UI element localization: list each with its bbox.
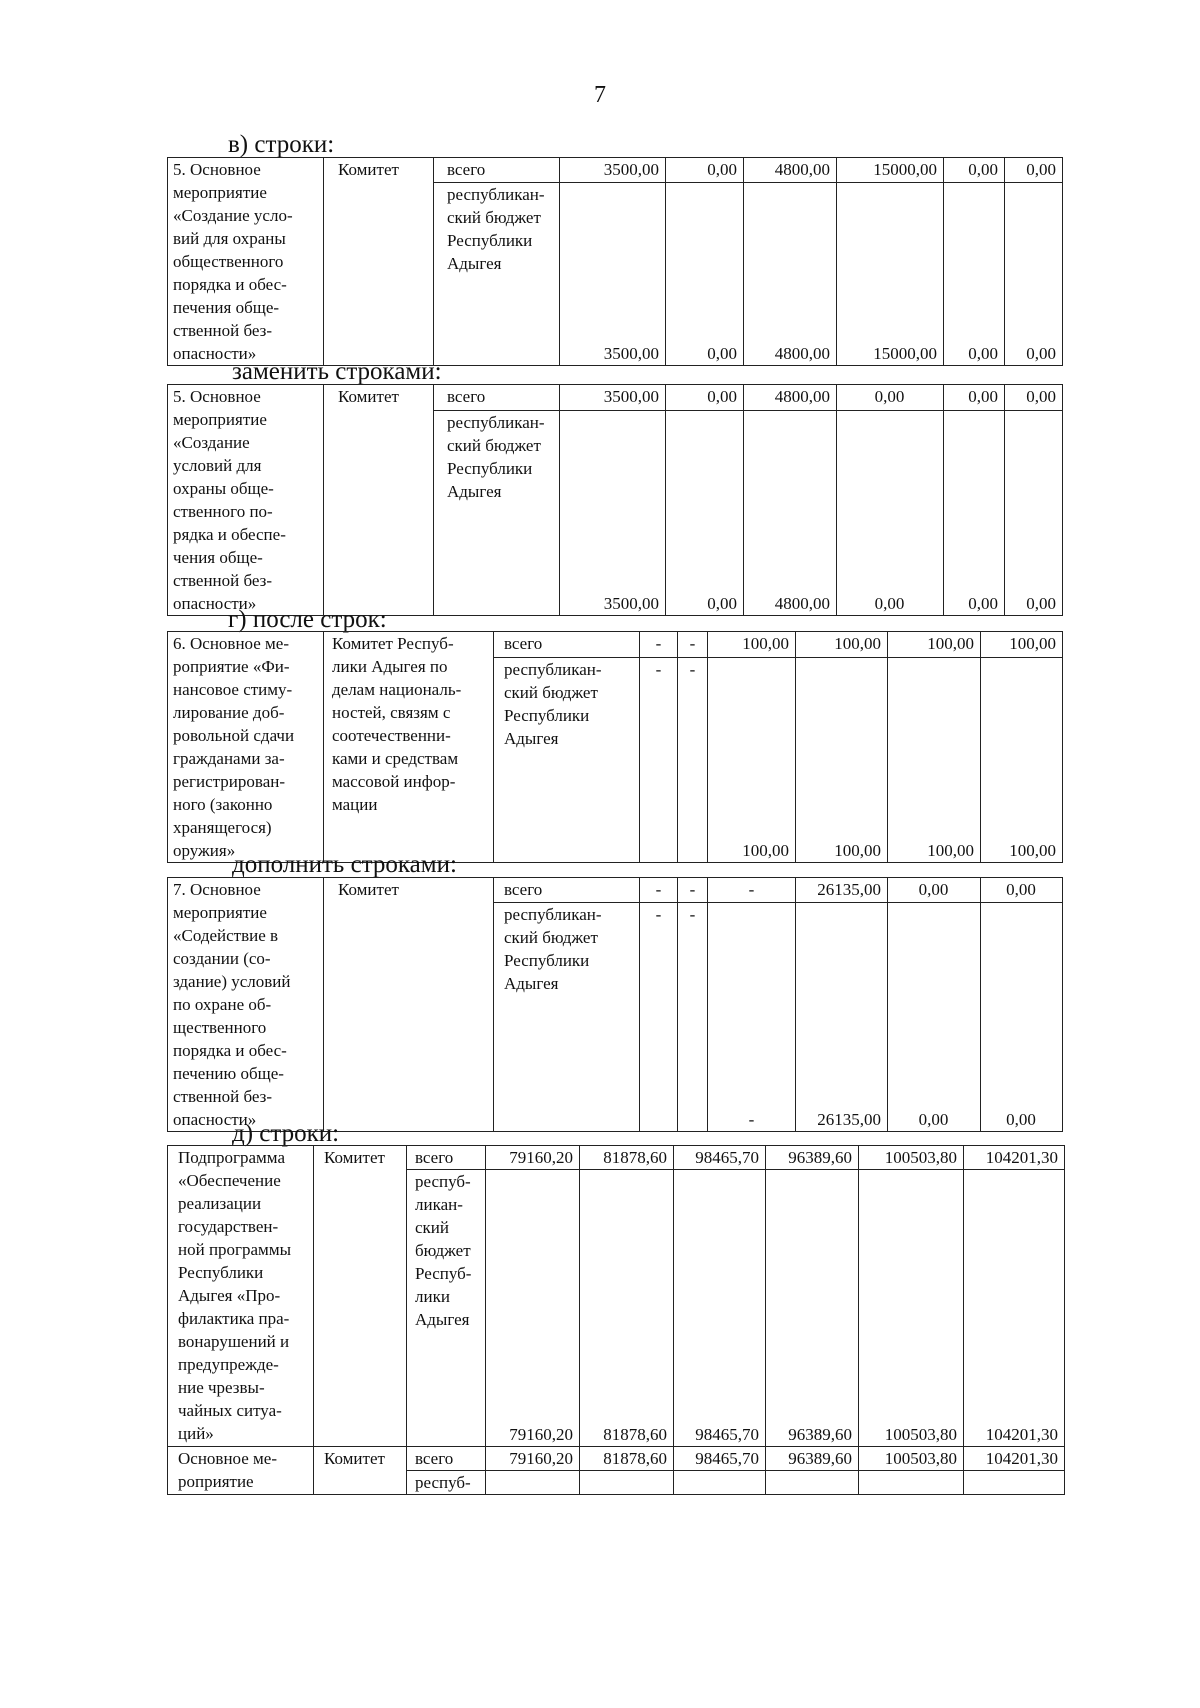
value-cell: 98465,70 <box>674 1170 766 1447</box>
section-heading-replace: заменить строками: <box>232 358 442 385</box>
value-cell: 0,00 <box>666 385 744 411</box>
value-cell: - <box>678 632 708 658</box>
value-cell: 4800,00 <box>744 410 837 615</box>
value-cell: 0,00 <box>981 878 1063 903</box>
executor-cell: Комитет <box>324 158 434 366</box>
source-budget-cell: респуб- <box>407 1471 486 1495</box>
value-cell: - <box>678 903 708 1132</box>
section-heading-v: в) строки: <box>228 131 335 158</box>
value-cell: 26135,00 <box>796 878 888 903</box>
executor-cell: Комитет Респуб- лики Адыгея по делам националь- ностей, связям с соотечественни- ками и средствам массовой инфор- мации <box>324 632 494 863</box>
value-cell: 3500,00 <box>560 385 666 411</box>
value-cell: - <box>708 878 796 903</box>
source-budget-cell: респуб- ликан- ский бюджет Респуб- лики Адыгея <box>407 1170 486 1447</box>
source-total-cell: всего <box>407 1447 486 1471</box>
value-cell: - <box>708 903 796 1132</box>
value-cell: 4800,00 <box>744 183 837 366</box>
value-cell: 0,00 <box>944 410 1005 615</box>
value-cell: 100,00 <box>981 657 1063 862</box>
value-cell: 0,00 <box>944 385 1005 411</box>
value-cell: 79160,20 <box>486 1146 580 1170</box>
value-cell: 104201,30 <box>964 1170 1065 1447</box>
source-total-cell: всего <box>494 878 640 903</box>
value-cell: 81878,60 <box>580 1146 674 1170</box>
value-cell: 100503,80 <box>859 1170 964 1447</box>
value-cell: - <box>640 657 678 862</box>
table-g <box>167 631 1063 863</box>
source-budget-cell: республикан- ский бюджет Республики Адыгея <box>494 657 640 862</box>
value-cell: 100,00 <box>796 632 888 658</box>
value-cell: 26135,00 <box>796 903 888 1132</box>
executor-cell: Комитет <box>324 878 494 1132</box>
value-cell: - <box>640 878 678 903</box>
value-cell: 100,00 <box>796 657 888 862</box>
value-cell: 81878,60 <box>580 1170 674 1447</box>
value-cell <box>766 1471 859 1495</box>
value-cell: 98465,70 <box>674 1146 766 1170</box>
value-cell <box>486 1471 580 1495</box>
value-cell: 0,00 <box>888 878 981 903</box>
source-total-cell: всего <box>434 158 560 183</box>
table-add <box>167 877 1063 1132</box>
value-cell: 100,00 <box>888 632 981 658</box>
source-budget-cell: республикан- ский бюджет Республики Адыгея <box>434 183 560 366</box>
value-cell: 0,00 <box>666 410 744 615</box>
executor-cell: Комитет <box>314 1447 407 1495</box>
value-cell <box>674 1471 766 1495</box>
section-heading-add: дополнить строками: <box>232 851 457 878</box>
value-cell: 0,00 <box>944 183 1005 366</box>
value-cell: 0,00 <box>1005 410 1063 615</box>
value-cell: 0,00 <box>837 385 944 411</box>
source-total-cell: всего <box>407 1146 486 1170</box>
subprogram-name-cell: Подпрограмма «Обеспечение реализации государствен- ной программы Республики Адыгея «Про- филактика пра- вонарушений и предупрежде- ние чрезвы- чайных ситуа- ций» <box>168 1146 314 1447</box>
value-cell: 0,00 <box>837 410 944 615</box>
source-budget-cell: республикан- ский бюджет Республики Адыгея <box>494 903 640 1132</box>
value-cell: - <box>640 903 678 1132</box>
value-cell: 0,00 <box>1005 385 1063 411</box>
page-number: 7 <box>594 82 606 108</box>
value-cell: 0,00 <box>1005 183 1063 366</box>
value-cell: 96389,60 <box>766 1447 859 1471</box>
source-total-cell: всего <box>494 632 640 658</box>
value-cell: 3500,00 <box>560 410 666 615</box>
value-cell: 104201,30 <box>964 1447 1065 1471</box>
measure-name-cell: Основное ме- роприятие <box>168 1447 314 1495</box>
value-cell <box>859 1471 964 1495</box>
value-cell: 3500,00 <box>560 158 666 183</box>
value-cell: 96389,60 <box>766 1170 859 1447</box>
value-cell <box>580 1471 674 1495</box>
source-budget-cell: республикан- ский бюджет Республики Адыгея <box>434 410 560 615</box>
value-cell: 0,00 <box>666 183 744 366</box>
measure-name-cell: 7. Основное мероприятие «Содействие в создании (со- здание) условий по охране об- щественного порядка и обес- печению обще- ственной без- опасности» <box>168 878 324 1132</box>
executor-cell: Комитет <box>314 1146 407 1447</box>
executor-cell: Комитет <box>324 385 434 616</box>
measure-name-cell: 6. Основное ме- роприятие «Фи- нансовое стиму- лирование доб- ровольной сдачи гражданами за- регистрирован- ного (законно хранящегося) оружия» <box>168 632 324 863</box>
value-cell <box>964 1471 1065 1495</box>
value-cell: - <box>640 632 678 658</box>
table-v <box>167 157 1063 366</box>
value-cell: 15000,00 <box>837 183 944 366</box>
table-d <box>167 1145 1065 1495</box>
source-total-cell: всего <box>434 385 560 411</box>
value-cell: 4800,00 <box>744 385 837 411</box>
table-replace <box>167 384 1063 616</box>
value-cell: 100,00 <box>708 657 796 862</box>
value-cell: 100,00 <box>708 632 796 658</box>
value-cell: 100503,80 <box>859 1146 964 1170</box>
value-cell: 79160,20 <box>486 1447 580 1471</box>
value-cell: 100,00 <box>981 632 1063 658</box>
value-cell: 96389,60 <box>766 1146 859 1170</box>
value-cell: 81878,60 <box>580 1447 674 1471</box>
value-cell: 3500,00 <box>560 183 666 366</box>
value-cell: 79160,20 <box>486 1170 580 1447</box>
value-cell: 0,00 <box>666 158 744 183</box>
value-cell: 100503,80 <box>859 1447 964 1471</box>
value-cell: 0,00 <box>981 903 1063 1132</box>
value-cell: 0,00 <box>888 903 981 1132</box>
value-cell: 4800,00 <box>744 158 837 183</box>
value-cell: 15000,00 <box>837 158 944 183</box>
value-cell: - <box>678 657 708 862</box>
measure-name-cell: 5. Основное мероприятие «Создание условий для охраны обще- ственного по- рядка и обеспе- чения обще- ственной без- опасности» <box>168 385 324 616</box>
value-cell: 104201,30 <box>964 1146 1065 1170</box>
value-cell: - <box>678 878 708 903</box>
section-heading-g: г) после строк: <box>228 606 387 633</box>
value-cell: 98465,70 <box>674 1447 766 1471</box>
section-heading-d: д) строки: <box>232 1120 340 1147</box>
measure-name-cell: 5. Основное мероприятие «Создание усло- вий для охраны общественного порядка и обес- печения обще- ственной без- опасности» <box>168 158 324 366</box>
value-cell: 0,00 <box>1005 158 1063 183</box>
value-cell: 0,00 <box>944 158 1005 183</box>
value-cell: 100,00 <box>888 657 981 862</box>
